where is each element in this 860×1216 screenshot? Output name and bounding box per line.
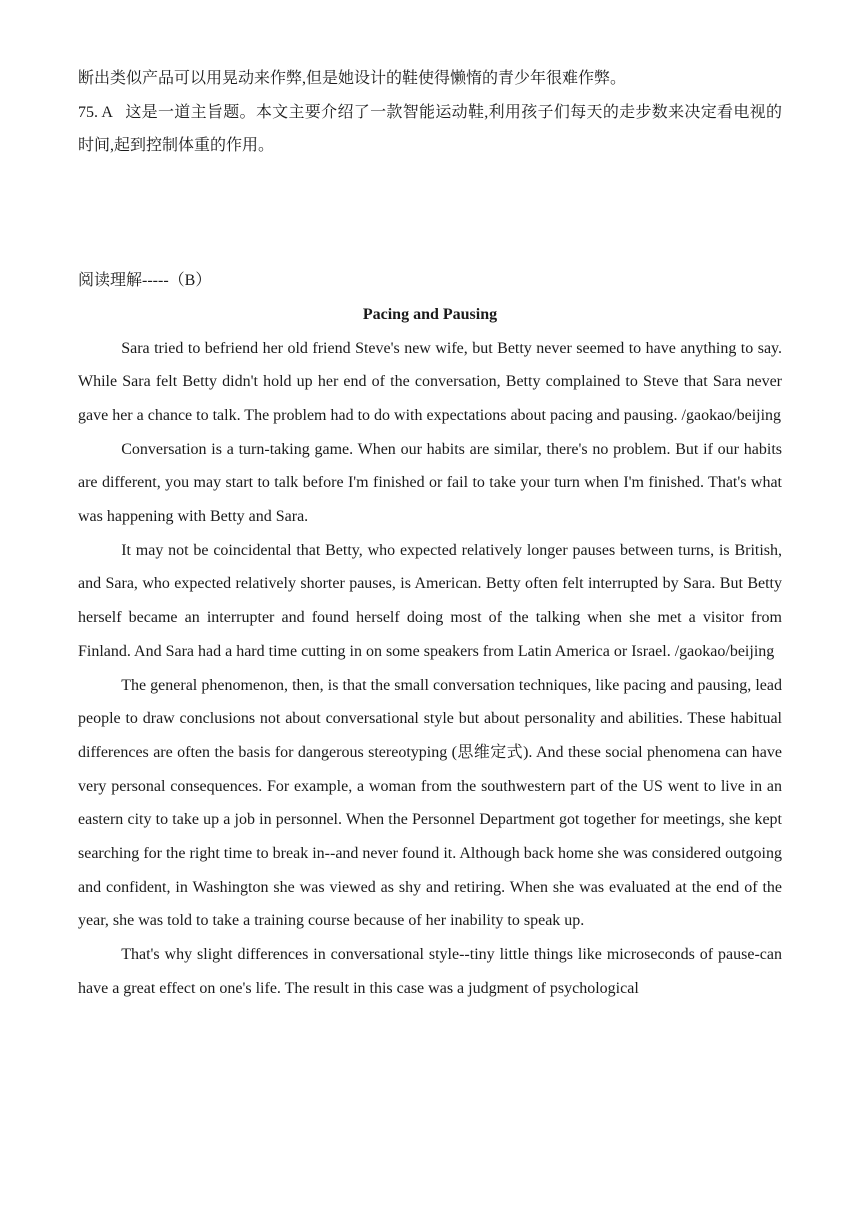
intro-line: 断出类似产品可以用晃动来作弊,但是她设计的鞋使得懒惰的青少年很难作弊。 (78, 70, 627, 87)
document-page (78, 62, 782, 1006)
paragraph-1: Sara tried to befriend her old friend Steve's new wife, but Betty never seemed to have anything to say. While Sara felt Betty didn't hold up her end of the conversation, Betty complained to Steve that Sara never gave her a chance to talk. The problem had to do with expectations about pacing and pausing. /gaokao/beijing (78, 339, 782, 424)
passage-title: Pacing and Pausing (362, 305, 498, 323)
section-heading: 阅读理解-----（B） (78, 272, 212, 290)
paragraph-5: That's why slight differences in conversational style--tiny little things like microseconds of pause-can have a great effect on one's life. The result in this case was a judgment of psychological (78, 946, 782, 997)
answer-explanation: 这是一道主旨题。本文主要介绍了一款智能运动鞋,利用孩子们每天的走步数来决定看电视的时间,起到控制体重的作用。 (78, 103, 782, 155)
paragraph-4: The general phenomenon, then, is that the small conversation techniques, like pacing and pausing, lead people to draw conclusions not about conversational style but about personality and abilities. These habitual differences are often the basis for dangerous stereotyping (思维定式). And these social phenomena can have very personal consequences. For example, a woman from the southwestern part of the US went to live in an eastern city to take up a job in personnel. When the Personnel Department got together for meetings, she kept searching for the right time to break in--and never found it. Although back home she was considered outgoing and confident, in Washington she was viewed as shy and retiring. When she was evaluated at the end of the year, she was told to take a training course because of her inability to speak up. (78, 676, 782, 930)
spacer (78, 163, 782, 264)
answer-number: 75. A (78, 103, 113, 121)
paragraph-2: Conversation is a turn-taking game. When our habits are similar, there's no problem. But if our habits are different, you may start to talk before I'm finished or fail to take your turn when I'm finished. That's what was happening with Betty and Sara. (78, 440, 782, 526)
answer-75 (78, 96, 782, 163)
paragraph-3: It may not be coincidental that Betty, who expected relatively longer pauses between turns, is British, and Sara, who expected relatively shorter pauses, is American. Betty often felt interrupted by Sara. But Betty herself became an interrupter and found herself doing most of the talking when she met a visitor from Finland. And Sara had a hard time cutting in on some speakers from Latin America or Israel. /gaokao/beijing (78, 541, 782, 660)
